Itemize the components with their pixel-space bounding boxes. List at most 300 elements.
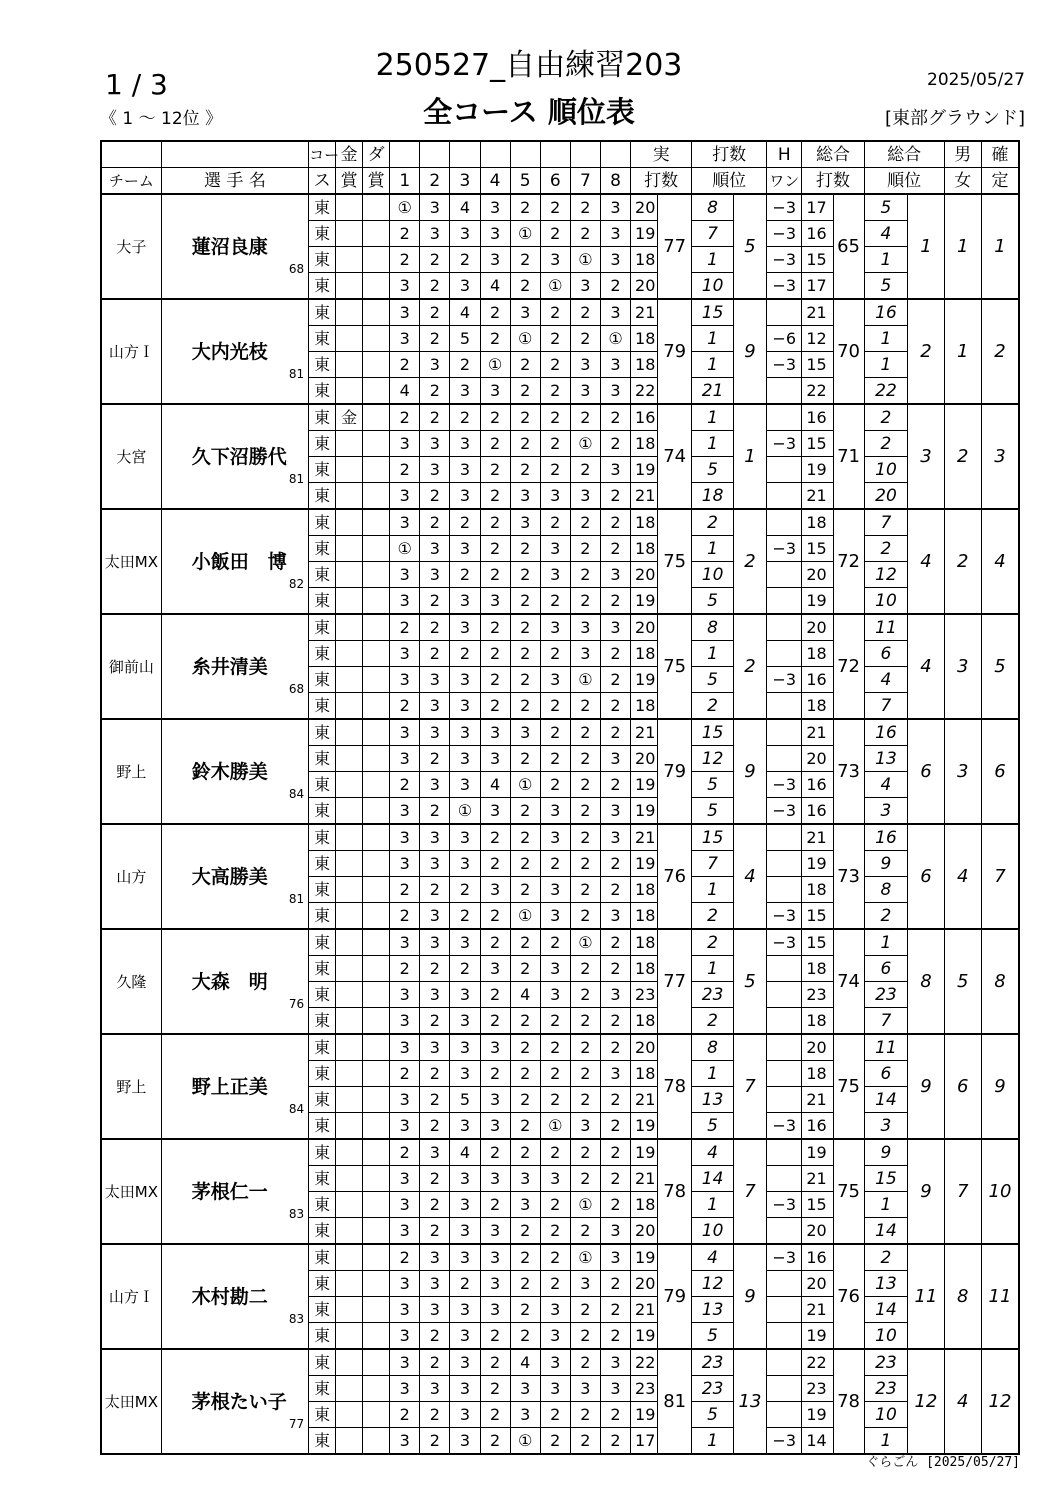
hole-score-value: 2 bbox=[429, 1063, 440, 1083]
combined-total: 76 bbox=[833, 1244, 864, 1349]
hole-score bbox=[420, 929, 450, 956]
hole-score bbox=[570, 982, 600, 1008]
combined-rank: 4 bbox=[908, 614, 944, 719]
hole-score bbox=[570, 746, 600, 772]
hole-score-value: 3 bbox=[610, 380, 621, 400]
gold-cell bbox=[336, 1192, 363, 1218]
hole-score bbox=[510, 1087, 540, 1113]
hole-score bbox=[600, 247, 630, 273]
hole-score bbox=[540, 1349, 570, 1376]
hole-score bbox=[480, 746, 510, 772]
hole-score-value: 2 bbox=[489, 1325, 501, 1345]
da-cell bbox=[363, 588, 390, 615]
da-cell bbox=[363, 483, 390, 510]
hole-score bbox=[510, 719, 540, 746]
gold-cell bbox=[336, 1166, 363, 1192]
round-sum: 17 bbox=[631, 1428, 658, 1455]
hole-score bbox=[570, 588, 600, 615]
round-sum: 18 bbox=[631, 326, 658, 352]
hole-score-value: 2 bbox=[550, 1247, 561, 1267]
gender-rank: 3 bbox=[944, 719, 981, 824]
team-cell: 大宮 bbox=[101, 404, 161, 509]
actual-total: 79 bbox=[658, 299, 692, 404]
hole-score-value: 3 bbox=[610, 1352, 621, 1372]
hole-score-value: 2 bbox=[489, 695, 501, 715]
hole-score-value: 3 bbox=[520, 485, 531, 505]
round-total: 20 bbox=[802, 562, 833, 588]
hole-score bbox=[510, 1034, 540, 1061]
da-cell bbox=[363, 667, 390, 693]
hole-score bbox=[480, 588, 510, 615]
round-total: 18 bbox=[802, 641, 833, 667]
da-cell bbox=[363, 1087, 390, 1113]
da-cell bbox=[363, 1008, 390, 1035]
hole-in-one-bonus bbox=[767, 982, 802, 1008]
col-gender-bot: 女 bbox=[944, 168, 981, 195]
hole-score bbox=[390, 1008, 420, 1035]
table-row bbox=[101, 929, 1019, 956]
hole-score-value: 2 bbox=[489, 617, 501, 637]
player-name bbox=[161, 299, 308, 404]
hole-score-value: 2 bbox=[610, 1142, 621, 1162]
hole-score bbox=[420, 1428, 450, 1455]
hole-score-value: 3 bbox=[429, 197, 440, 217]
hole-score-value: 2 bbox=[399, 249, 410, 269]
hole-score bbox=[570, 1349, 600, 1376]
hole-score-value: 2 bbox=[429, 643, 440, 663]
da-cell bbox=[363, 457, 390, 483]
actual-total: 81 bbox=[658, 1349, 692, 1454]
gold-cell bbox=[336, 483, 363, 510]
round-sum: 18 bbox=[631, 247, 658, 273]
hole-score bbox=[570, 1139, 600, 1166]
round-sum: 16 bbox=[631, 404, 658, 431]
hole-score bbox=[570, 1402, 600, 1428]
hole-score-value: 2 bbox=[429, 1168, 440, 1188]
gender-rank: 5 bbox=[944, 929, 981, 1034]
da-cell bbox=[363, 1139, 390, 1166]
hole-score-value: 3 bbox=[489, 1220, 501, 1240]
hole-score-value: 2 bbox=[610, 643, 621, 663]
combined-total: 73 bbox=[833, 719, 864, 824]
hole-score-value: 3 bbox=[489, 1089, 501, 1109]
hole-score-value: 3 bbox=[399, 328, 410, 348]
round-rank: 8 bbox=[692, 614, 734, 641]
round-sum: 19 bbox=[631, 221, 658, 247]
player-name bbox=[161, 719, 308, 824]
hole-score-value: 2 bbox=[459, 249, 471, 269]
hole-score bbox=[450, 588, 480, 615]
hole-score bbox=[600, 194, 630, 221]
hole-score-value: 4 bbox=[399, 380, 410, 400]
hole-score-value: 3 bbox=[429, 932, 440, 952]
hole-score bbox=[450, 457, 480, 483]
hole-score bbox=[480, 798, 510, 825]
hole-in-one-bonus: −3 bbox=[767, 1192, 802, 1218]
hole-score-value: 2 bbox=[580, 1404, 591, 1424]
hole-score-value: 3 bbox=[459, 748, 471, 768]
hole-score-value: 2 bbox=[429, 1089, 440, 1109]
gold-cell bbox=[336, 509, 363, 536]
hole-score bbox=[510, 1297, 540, 1323]
hole-score bbox=[540, 1244, 570, 1271]
round-total: 18 bbox=[802, 693, 833, 720]
round-sum: 19 bbox=[631, 1402, 658, 1428]
hole-score-value: 3 bbox=[459, 433, 471, 453]
hole-score bbox=[450, 404, 480, 431]
hole-score-value: 2 bbox=[399, 879, 410, 899]
hole-score-value: 2 bbox=[459, 1273, 471, 1293]
hole-score bbox=[570, 1428, 600, 1455]
hole-score-value: 3 bbox=[550, 1352, 561, 1372]
round-rank: 12 bbox=[692, 1271, 734, 1297]
hole-score-value: 3 bbox=[550, 1378, 561, 1398]
hole-score-value: 2 bbox=[399, 1404, 410, 1424]
hole-score bbox=[390, 588, 420, 615]
hole-score bbox=[420, 273, 450, 300]
hole-in-one-bonus bbox=[767, 1323, 802, 1350]
da-cell bbox=[363, 1349, 390, 1376]
hole-score bbox=[390, 824, 420, 851]
hole-score-value: 3 bbox=[550, 1299, 561, 1319]
hole-score-value: 2 bbox=[399, 1142, 410, 1162]
hole-score-value: 2 bbox=[580, 1220, 591, 1240]
round-sum: 18 bbox=[631, 693, 658, 720]
hole-score bbox=[450, 956, 480, 982]
player-name-text: 大森 明 bbox=[191, 970, 268, 993]
hole-score-value: 2 bbox=[489, 1194, 501, 1214]
hole-score bbox=[540, 1192, 570, 1218]
hole-score bbox=[510, 352, 540, 378]
hole-score bbox=[510, 641, 540, 667]
hole-score bbox=[420, 562, 450, 588]
da-cell bbox=[363, 352, 390, 378]
hole-score bbox=[390, 378, 420, 405]
hole-score-value: 2 bbox=[580, 512, 591, 532]
hole-score-value: 2 bbox=[610, 879, 621, 899]
hole-score-value: 4 bbox=[520, 984, 531, 1004]
hole-score bbox=[540, 1402, 570, 1428]
hole-score-value: 2 bbox=[520, 564, 531, 584]
round-combined-rank: 8 bbox=[864, 877, 908, 903]
round-rank: 1 bbox=[692, 956, 734, 982]
round-combined-rank: 7 bbox=[864, 693, 908, 720]
hole-score bbox=[390, 877, 420, 903]
round-total: 23 bbox=[802, 982, 833, 1008]
combined-rank: 8 bbox=[908, 929, 944, 1034]
hole-score-value: 2 bbox=[429, 1010, 440, 1030]
hole-score bbox=[390, 194, 420, 221]
player-name-text: 茅根仁一 bbox=[191, 1180, 268, 1203]
hole-score-value: 3 bbox=[399, 1168, 410, 1188]
round-total: 22 bbox=[802, 378, 833, 405]
hole-score bbox=[480, 1428, 510, 1455]
hole-score-value: 3 bbox=[399, 1089, 410, 1109]
hole-score bbox=[420, 1192, 450, 1218]
hole-in-one-bonus bbox=[767, 1402, 802, 1428]
hole-in-one-bonus: −3 bbox=[767, 273, 802, 300]
stroke-rank: 5 bbox=[733, 194, 766, 299]
round-combined-rank: 9 bbox=[864, 851, 908, 877]
round-total: 20 bbox=[802, 746, 833, 772]
hole-score bbox=[420, 404, 450, 431]
hole-score bbox=[480, 326, 510, 352]
course-cell: 東 bbox=[309, 982, 336, 1008]
hole-score bbox=[600, 824, 630, 851]
da-cell bbox=[363, 851, 390, 877]
hole-score-value: 3 bbox=[580, 485, 591, 505]
round-rank: 8 bbox=[692, 194, 734, 221]
hole-score bbox=[450, 1061, 480, 1087]
hole-in-one-bonus: −3 bbox=[767, 1244, 802, 1271]
col-gender-top: 男 bbox=[944, 141, 981, 168]
hole-score bbox=[390, 273, 420, 300]
hole-score bbox=[600, 667, 630, 693]
hole-score bbox=[390, 746, 420, 772]
hole-score-value: 3 bbox=[610, 984, 621, 1004]
hole-score-value: 3 bbox=[489, 748, 501, 768]
hole-score bbox=[420, 1349, 450, 1376]
hole-score-value: 2 bbox=[580, 1089, 591, 1109]
final-rank: 5 bbox=[981, 614, 1019, 719]
hole-score bbox=[480, 1402, 510, 1428]
gold-cell bbox=[336, 719, 363, 746]
hole-score-value: 2 bbox=[550, 328, 561, 348]
hole-score bbox=[390, 509, 420, 536]
hole-score bbox=[390, 326, 420, 352]
round-rank: 2 bbox=[692, 1008, 734, 1035]
round-rank: 2 bbox=[692, 693, 734, 720]
hole-score bbox=[540, 1323, 570, 1350]
round-sum: 19 bbox=[631, 772, 658, 798]
round-total: 21 bbox=[802, 1166, 833, 1192]
hole-score-value: 2 bbox=[610, 722, 621, 742]
player-name-text: 蓮沼良康 bbox=[191, 235, 268, 258]
round-total: 14 bbox=[802, 1428, 833, 1455]
hole-score bbox=[480, 772, 510, 798]
hole-score bbox=[480, 247, 510, 273]
hole-score-value: 2 bbox=[429, 1404, 440, 1424]
hole-score-value: 3 bbox=[550, 538, 561, 558]
hole-score bbox=[570, 851, 600, 877]
round-combined-rank: 2 bbox=[864, 404, 908, 431]
hole-score bbox=[480, 431, 510, 457]
combined-total: 71 bbox=[833, 404, 864, 509]
hole-score-value: 3 bbox=[459, 1115, 471, 1135]
round-sum: 22 bbox=[631, 378, 658, 405]
hole-score bbox=[450, 509, 480, 536]
round-rank: 23 bbox=[692, 1376, 734, 1402]
col-h-top: H bbox=[767, 141, 802, 168]
hole-score bbox=[390, 641, 420, 667]
stroke-rank: 7 bbox=[733, 1034, 766, 1139]
hole-score-value: 3 bbox=[429, 774, 440, 794]
hole-score bbox=[480, 982, 510, 1008]
actual-total: 77 bbox=[658, 194, 692, 299]
gender-rank: 2 bbox=[944, 509, 981, 614]
hole-score-value: 3 bbox=[459, 984, 471, 1004]
hole-score-value: 3 bbox=[399, 1010, 410, 1030]
hole-score-value: 2 bbox=[520, 1115, 531, 1135]
gold-cell bbox=[336, 982, 363, 1008]
hole-score bbox=[420, 641, 450, 667]
round-total: 15 bbox=[802, 352, 833, 378]
round-rank: 8 bbox=[692, 1034, 734, 1061]
hole-in-one-bonus: −3 bbox=[767, 221, 802, 247]
hole-score bbox=[510, 273, 540, 300]
gender-rank: 6 bbox=[944, 1034, 981, 1139]
da-cell bbox=[363, 982, 390, 1008]
actual-total: 74 bbox=[658, 404, 692, 509]
hole-score bbox=[540, 772, 570, 798]
hole-score bbox=[390, 1376, 420, 1402]
hole-score-value: 2 bbox=[489, 1430, 501, 1450]
hole-in-one-bonus bbox=[767, 693, 802, 720]
hole-in-one-bonus bbox=[767, 562, 802, 588]
round-combined-rank: 12 bbox=[864, 562, 908, 588]
hole-score-value: 3 bbox=[459, 1299, 471, 1319]
hole-score-value: 2 bbox=[550, 354, 561, 374]
hole-score bbox=[420, 851, 450, 877]
gold-cell bbox=[336, 562, 363, 588]
round-sum: 23 bbox=[631, 1376, 658, 1402]
hole-score-value: 2 bbox=[459, 564, 471, 584]
round-combined-rank: 14 bbox=[864, 1218, 908, 1245]
hole-score bbox=[570, 1087, 600, 1113]
hole-score-value: 2 bbox=[429, 590, 440, 610]
hole-score bbox=[540, 588, 570, 615]
hole-score bbox=[390, 772, 420, 798]
hole-score bbox=[540, 457, 570, 483]
round-rank: 4 bbox=[692, 1139, 734, 1166]
player-age: 81 bbox=[288, 367, 305, 381]
round-rank: 7 bbox=[692, 851, 734, 877]
hole-score-value: 2 bbox=[520, 879, 531, 899]
hole-score-value: 3 bbox=[429, 354, 440, 374]
course-cell: 東 bbox=[309, 693, 336, 720]
round-total: 21 bbox=[802, 1297, 833, 1323]
hole-score bbox=[480, 614, 510, 641]
hole-score bbox=[420, 1376, 450, 1402]
round-combined-rank: 2 bbox=[864, 903, 908, 930]
hole-score bbox=[540, 1087, 570, 1113]
player-name-text: 茅根たい子 bbox=[191, 1390, 287, 1413]
course-cell: 東 bbox=[309, 1244, 336, 1271]
hole-score bbox=[510, 431, 540, 457]
round-total: 23 bbox=[802, 1376, 833, 1402]
hole-score-value: 2 bbox=[610, 669, 621, 689]
hole-score bbox=[540, 1061, 570, 1087]
hole-score bbox=[450, 1244, 480, 1271]
hole-score bbox=[480, 641, 510, 667]
round-sum: 19 bbox=[631, 667, 658, 693]
hole-score bbox=[390, 431, 420, 457]
course-cell: 東 bbox=[309, 221, 336, 247]
hole-score-value: 3 bbox=[429, 695, 440, 715]
hole-score bbox=[420, 693, 450, 720]
hole-score bbox=[570, 1192, 600, 1218]
round-total: 18 bbox=[802, 509, 833, 536]
hole-score bbox=[510, 903, 540, 930]
hole-score-value: 2 bbox=[489, 1142, 501, 1162]
gender-rank: 4 bbox=[944, 1349, 981, 1454]
hole-score bbox=[600, 719, 630, 746]
hole-score bbox=[420, 1297, 450, 1323]
hole-score bbox=[480, 1218, 510, 1245]
table-row bbox=[101, 194, 1019, 221]
team-cell: 野上 bbox=[101, 1034, 161, 1139]
hole-score bbox=[420, 588, 450, 615]
hole-score bbox=[570, 824, 600, 851]
hole-score-value: 3 bbox=[459, 827, 471, 847]
hole-score bbox=[600, 1297, 630, 1323]
gold-cell bbox=[336, 1244, 363, 1271]
hole-score bbox=[390, 1297, 420, 1323]
hole-score bbox=[480, 299, 510, 326]
hole-score bbox=[510, 1244, 540, 1271]
round-combined-rank: 4 bbox=[864, 772, 908, 798]
hole-score-value: 3 bbox=[520, 1378, 531, 1398]
hole-score bbox=[510, 877, 540, 903]
hole-in-one-mark: ① bbox=[457, 800, 473, 820]
combined-rank: 6 bbox=[908, 719, 944, 824]
round-sum: 20 bbox=[631, 273, 658, 300]
hole-in-one-mark: ① bbox=[608, 328, 623, 348]
hole-score-value: 2 bbox=[580, 328, 591, 348]
hole-score bbox=[600, 798, 630, 825]
col-hole-3: 3 bbox=[450, 168, 480, 195]
hole-score bbox=[510, 1166, 540, 1192]
course-cell: 東 bbox=[309, 404, 336, 431]
hole-score-value: 3 bbox=[550, 617, 561, 637]
hole-score bbox=[540, 982, 570, 1008]
combined-total: 73 bbox=[833, 824, 864, 929]
hole-score bbox=[540, 247, 570, 273]
hole-score-value: 2 bbox=[580, 223, 591, 243]
hole-score bbox=[420, 457, 450, 483]
hole-score bbox=[600, 483, 630, 510]
hole-in-one-bonus bbox=[767, 299, 802, 326]
hole-score bbox=[390, 536, 420, 562]
hole-in-one-bonus bbox=[767, 877, 802, 903]
hole-score-value: 3 bbox=[399, 485, 410, 505]
round-total: 21 bbox=[802, 483, 833, 510]
hole-score bbox=[540, 221, 570, 247]
round-sum: 23 bbox=[631, 982, 658, 1008]
hole-score bbox=[510, 956, 540, 982]
course-cell: 東 bbox=[309, 299, 336, 326]
course-cell: 東 bbox=[309, 1192, 336, 1218]
hole-score-value: 2 bbox=[580, 1352, 591, 1372]
hole-score-value: 3 bbox=[399, 984, 410, 1004]
hole-score-value: 4 bbox=[489, 275, 501, 295]
hole-score-value: 2 bbox=[489, 538, 501, 558]
hole-score-value: 2 bbox=[489, 827, 501, 847]
hole-score-value: 2 bbox=[520, 1010, 531, 1030]
hole-in-one-bonus bbox=[767, 1297, 802, 1323]
final-rank: 3 bbox=[981, 404, 1019, 509]
hole-score-value: 3 bbox=[610, 564, 621, 584]
hole-score-value: 3 bbox=[610, 1378, 621, 1398]
hole-score-value: 2 bbox=[489, 302, 501, 322]
round-combined-rank: 10 bbox=[864, 1323, 908, 1350]
hole-score bbox=[600, 588, 630, 615]
hole-score bbox=[450, 431, 480, 457]
hole-score-value: 3 bbox=[489, 1299, 501, 1319]
da-cell bbox=[363, 641, 390, 667]
hole-score bbox=[540, 746, 570, 772]
hole-score-value: 3 bbox=[610, 302, 621, 322]
